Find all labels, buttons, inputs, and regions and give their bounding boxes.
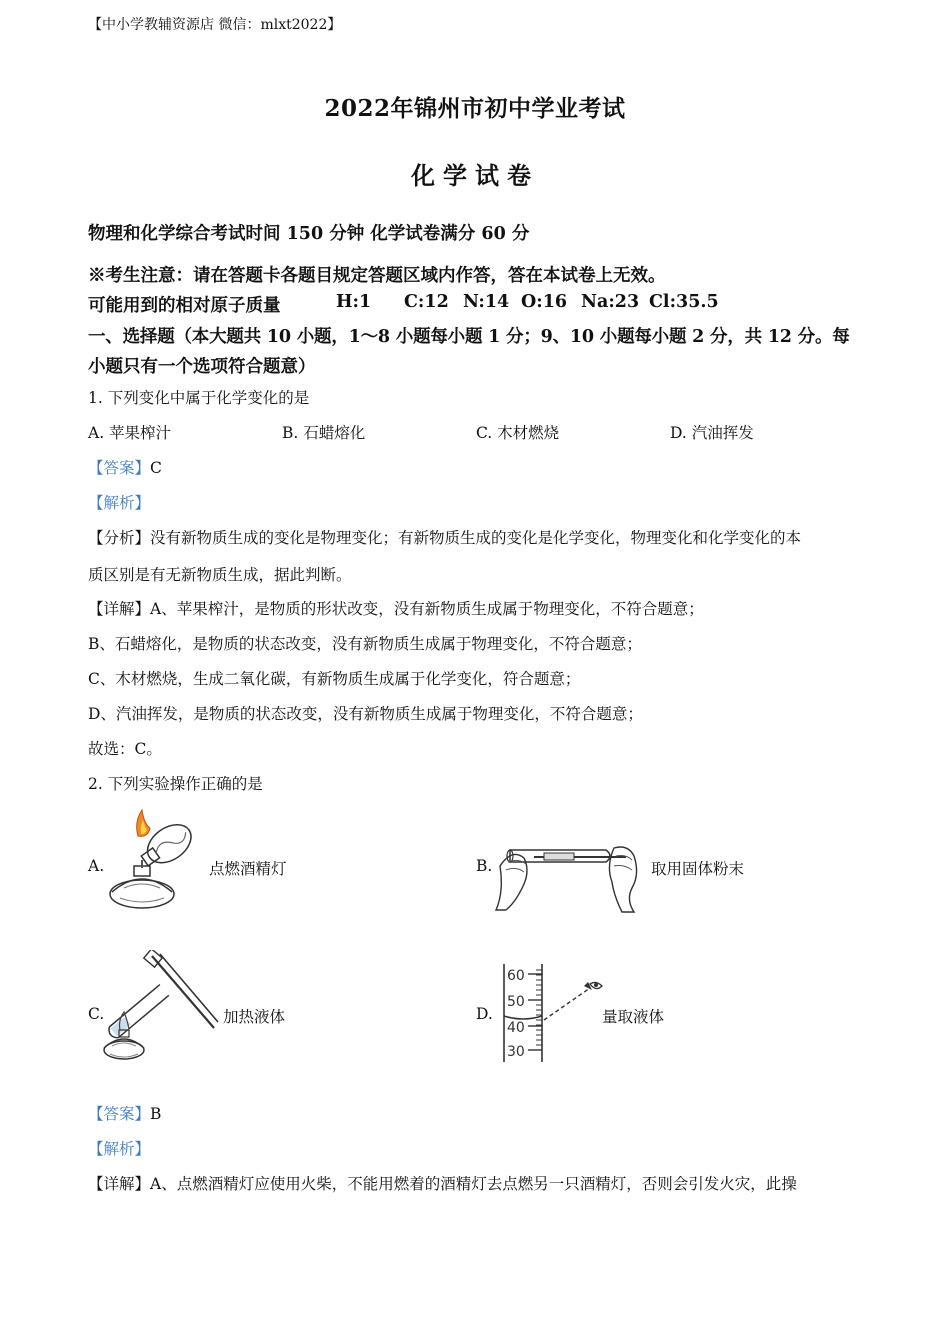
q1-fenxi-text: 没有新物质生成的变化是物理变化；有新物质生成的变化是化学变化，物理变化和化学变化的本 bbox=[150, 529, 802, 547]
atomic-mass-h: H:1 bbox=[336, 292, 372, 312]
cylinder-tick-30: 30 bbox=[507, 1044, 525, 1060]
q1-detail-a bbox=[88, 597, 704, 619]
q1-option-c: C. 木材燃烧 bbox=[476, 424, 560, 442]
exam-info: 物理和化学综合考试时间 150 分钟 化学试卷满分 60 分 bbox=[88, 224, 530, 244]
q1-option-a: A. 苹果榨汁 bbox=[88, 424, 172, 442]
q2-option-c-caption: 加热液体 bbox=[223, 1008, 286, 1026]
cylinder-tick-60: 60 bbox=[507, 968, 525, 984]
notice: ※考生注意：请在答题卡各题目规定答题区域内作答，答在本试卷上无效。 bbox=[88, 266, 666, 286]
q2-option-d-letter: D. bbox=[476, 1005, 493, 1023]
q1-stem: 1. 下列变化中属于化学变化的是 bbox=[88, 389, 310, 407]
q2-detail-a-text: A、点燃酒精灯应使用火柴，不能用燃着的酒精灯去点燃另一只酒精灯，否则会引发火灾，此操 bbox=[150, 1175, 797, 1193]
cylinder-tick-50: 50 bbox=[507, 994, 525, 1010]
q1-detail-a-text: A、苹果榨汁，是物质的形状改变，没有新物质生成属于物理变化，不符合题意； bbox=[150, 600, 704, 618]
q1-fenxi-line2: 质区别是有无新物质生成，据此判断。 bbox=[88, 566, 352, 584]
q1-option-b: B. 石蜡熔化 bbox=[282, 424, 366, 442]
q1-analysis-tag: 【解析】 bbox=[88, 494, 151, 512]
page-title: 2022年锦州市初中学业考试 bbox=[324, 95, 626, 122]
q2-answer-tag: 【答案】 bbox=[88, 1105, 151, 1123]
q2-analysis-tag: 【解析】 bbox=[88, 1140, 151, 1158]
q2-stem: 2. 下列实验操作正确的是 bbox=[88, 775, 263, 793]
section1-heading-line1: 一、选择题（本大题共 10 小题，1～8 小题每小题 1 分；9、10 小题每小题 2 分，共 12 分。每 bbox=[88, 327, 850, 347]
cylinder-tick-40: 40 bbox=[507, 1020, 525, 1036]
q2-option-a-caption: 点燃酒精灯 bbox=[209, 860, 287, 878]
section1-heading-line2: 小题只有一个选项符合题意） bbox=[88, 357, 316, 377]
q2-option-a-letter: A. bbox=[88, 857, 105, 875]
page-subtitle: 化学试卷 bbox=[411, 161, 539, 190]
q1-option-d: D. 汽油挥发 bbox=[670, 424, 754, 442]
q2-option-c-letter: C. bbox=[88, 1005, 105, 1023]
atomic-mass-c: C:12 bbox=[404, 292, 449, 312]
q1-detail-tag: 【详解】 bbox=[88, 600, 151, 618]
q2-option-d-caption: 量取液体 bbox=[602, 1008, 665, 1026]
q2-answer-value: B bbox=[150, 1105, 162, 1123]
q1-detail-b: B、石蜡熔化，是物质的状态改变，没有新物质生成属于物理变化，不符合题意； bbox=[88, 635, 642, 653]
q1-fenxi-line1 bbox=[88, 526, 801, 548]
header-note: 【中小学教辅资源店 微信：mlxt2022】 bbox=[88, 17, 342, 33]
atomic-mass-na: Na:23 bbox=[581, 292, 640, 312]
q1-answer bbox=[88, 456, 162, 478]
q2-option-b-letter: B. bbox=[476, 857, 493, 875]
q1-answer-tag: 【答案】 bbox=[88, 459, 151, 477]
q1-conclusion: 故选：C。 bbox=[88, 740, 162, 758]
q2-detail-a bbox=[88, 1172, 797, 1194]
atomic-mass-cl: Cl:35.5 bbox=[649, 292, 719, 312]
atomic-mass-o: O:16 bbox=[521, 292, 568, 312]
atomic-mass-label: 可能用到的相对原子质量 bbox=[88, 296, 281, 316]
q2-detail-tag: 【详解】 bbox=[88, 1175, 151, 1193]
heating-liquid-illustration bbox=[102, 950, 220, 1062]
q1-detail-d: D、汽油挥发，是物质的状态改变，没有新物质生成属于物理变化，不符合题意； bbox=[88, 705, 643, 723]
graduated-cylinder-illustration bbox=[498, 962, 608, 1064]
solid-powder-illustration bbox=[494, 826, 644, 914]
atomic-mass-n: N:14 bbox=[463, 292, 510, 312]
q1-answer-value: C bbox=[150, 459, 162, 477]
q2-option-b-caption: 取用固体粉末 bbox=[651, 860, 745, 878]
alcohol-lamp-lighting-illustration bbox=[104, 806, 204, 914]
q1-fenxi-tag: 【分析】 bbox=[88, 529, 151, 547]
q2-answer bbox=[88, 1102, 161, 1124]
q1-detail-c: C、木材燃烧，生成二氧化碳，有新物质生成属于化学变化，符合题意； bbox=[88, 670, 581, 688]
